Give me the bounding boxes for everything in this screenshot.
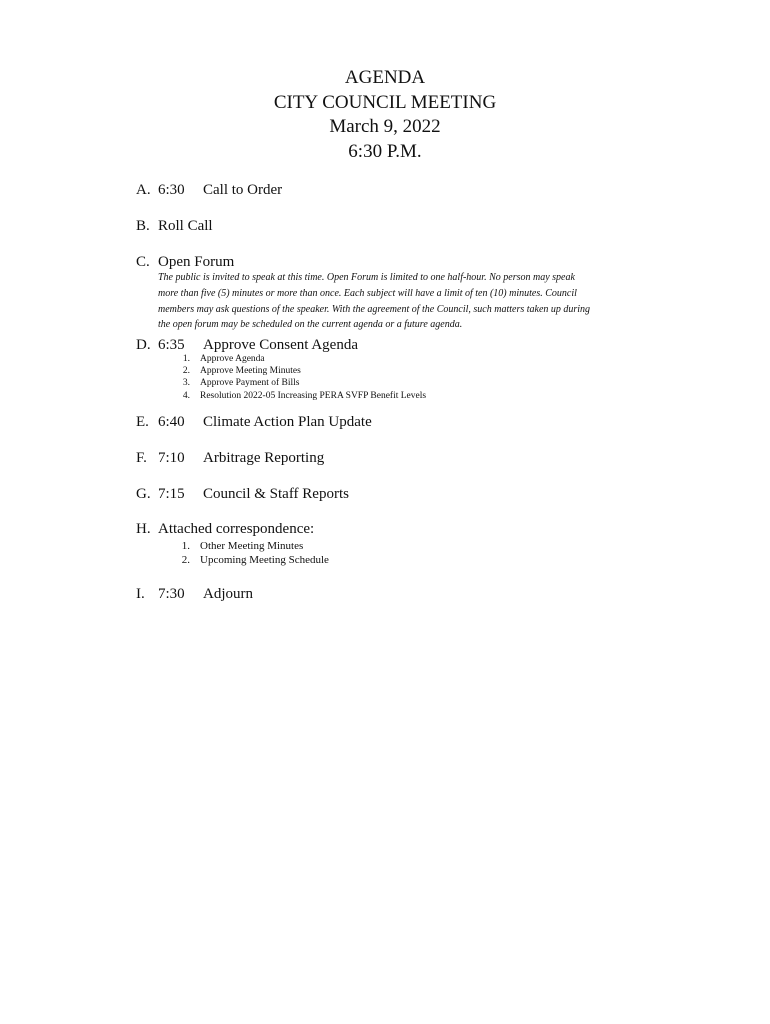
list-number: 2. <box>181 554 190 567</box>
description-line: more than five (5) minutes or more than once. Each subject will have a limit of ten (10) minutes. Council <box>158 287 577 299</box>
list-number: 4. <box>182 390 190 401</box>
list-number: 3. <box>182 378 190 389</box>
list-text: Resolution 2022-05 Increasing PERA SVFP Benefit Levels <box>200 390 427 401</box>
agenda-header <box>0 66 770 164</box>
list-item <box>176 553 576 567</box>
item-title: Arbitrage Reporting <box>203 450 325 466</box>
description-line: the open forum may be scheduled on the current agenda or a future agenda. <box>158 319 463 331</box>
consent-agenda-sublist <box>176 353 576 402</box>
description-line: The public is invited to speak at this time. Open Forum is limited to one half-hour. No person may speak <box>158 272 575 283</box>
item-time: 7:15 <box>158 486 185 502</box>
open-forum-description <box>158 270 658 333</box>
list-number: 1. <box>182 354 190 364</box>
item-time: 6:30 <box>158 182 185 198</box>
list-item <box>176 539 576 553</box>
item-letter: E. <box>136 414 149 430</box>
list-text: Other Meeting Minutes <box>200 540 304 552</box>
item-title: Call to Order <box>203 182 283 198</box>
header-time: 6:30 P.M. <box>348 140 422 162</box>
item-letter: F. <box>136 450 147 466</box>
list-number: 2. <box>182 366 190 377</box>
item-letter: A. <box>136 182 151 198</box>
item-title: Roll Call <box>158 218 213 234</box>
item-letter: C. <box>136 254 150 270</box>
header-title: AGENDA <box>344 67 426 88</box>
list-item <box>176 353 576 365</box>
description-line: members may ask questions of the speaker. With the agreement of the Council, such matters taken up during <box>158 303 591 315</box>
list-item <box>176 365 576 377</box>
item-time: 7:30 <box>158 586 185 602</box>
list-text: Approve Meeting Minutes <box>200 366 301 377</box>
list-item <box>176 377 576 389</box>
item-title: Climate Action Plan Update <box>203 414 372 430</box>
list-item <box>176 390 576 402</box>
item-time: 6:40 <box>158 414 185 430</box>
correspondence-sublist <box>176 539 576 568</box>
item-letter: H. <box>136 521 151 537</box>
item-title: Open Forum <box>158 254 235 270</box>
item-title: Adjourn <box>203 586 253 602</box>
header-meeting-name: CITY COUNCIL MEETING <box>273 91 497 113</box>
item-time: 6:35 <box>158 337 185 353</box>
item-title: Council & Staff Reports <box>203 486 349 502</box>
item-letter: G. <box>136 486 151 502</box>
item-title: Approve Consent Agenda <box>203 337 358 353</box>
item-letter: I. <box>136 586 145 602</box>
item-time: 7:10 <box>158 450 185 466</box>
item-letter: D. <box>136 337 151 353</box>
list-text: Upcoming Meeting Schedule <box>200 554 329 567</box>
header-date: March 9, 2022 <box>329 116 441 137</box>
list-text: Approve Agenda <box>200 354 265 364</box>
item-letter: B. <box>136 218 150 234</box>
list-text: Approve Payment of Bills <box>200 378 300 389</box>
item-title: Attached correspondence: <box>158 521 315 537</box>
list-number: 1. <box>181 540 190 552</box>
